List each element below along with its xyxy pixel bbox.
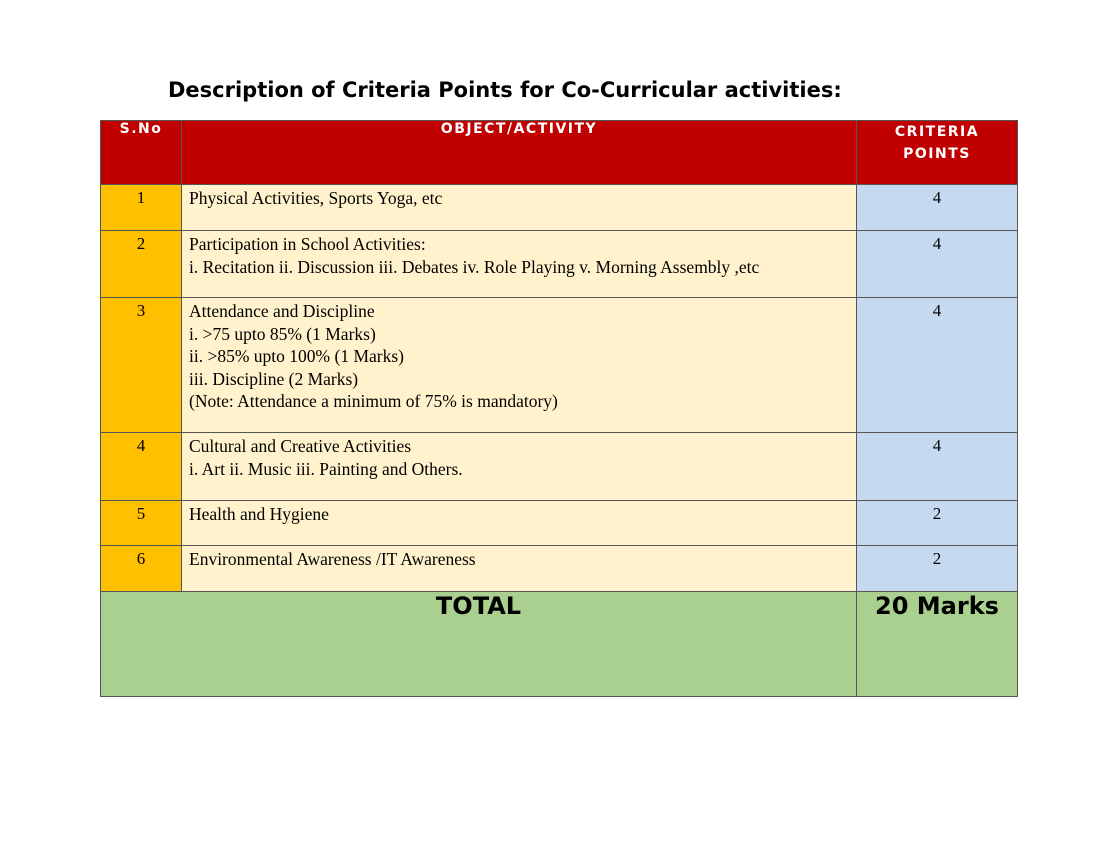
row-points: 2 (857, 501, 1018, 546)
table-row (101, 185, 1018, 231)
row-points: 4 (857, 231, 1018, 298)
row-activity (182, 546, 857, 592)
header-criteria-points-line2: POINTS (903, 146, 971, 162)
header-activity: OBJECT/ACTIVITY (182, 121, 857, 185)
row-sno: 3 (101, 298, 182, 433)
activity-line: i. >75 upto 85% (1 Marks) (189, 323, 376, 344)
row-sno: 2 (101, 231, 182, 298)
table-row (101, 433, 1018, 501)
row-activity (182, 298, 857, 433)
row-sno: 5 (101, 501, 182, 546)
row-points: 4 (857, 185, 1018, 231)
activity-line: i. Art ii. Music iii. Painting and Others. (189, 458, 463, 479)
table-row (101, 231, 1018, 298)
table-header-row (101, 121, 1018, 185)
row-sno: 6 (101, 546, 182, 592)
activity-line: iii. Discipline (2 Marks) (189, 368, 359, 389)
activity-line: Cultural and Creative Activities (189, 436, 412, 456)
row-activity (182, 433, 857, 501)
total-value: 20 Marks (857, 592, 1018, 697)
table-row (101, 298, 1018, 433)
row-activity (182, 185, 857, 231)
table-row (101, 546, 1018, 592)
total-row (101, 592, 1018, 697)
activity-line: Health and Hygiene (189, 504, 329, 524)
table-row (101, 501, 1018, 546)
row-sno: 4 (101, 433, 182, 501)
criteria-table (100, 120, 1018, 697)
activity-line: ii. >85% upto 100% (1 Marks) (189, 346, 404, 366)
activity-line: (Note: Attendance a minimum of 75% is mandatory) (189, 391, 558, 411)
row-points: 4 (857, 298, 1018, 433)
activity-line: Physical Activities, Sports Yoga, etc (189, 188, 443, 208)
activity-line: Participation in School Activities: (189, 234, 426, 254)
header-sno: S.No (101, 121, 182, 185)
row-sno: 1 (101, 185, 182, 231)
row-activity (182, 231, 857, 298)
row-activity (182, 501, 857, 546)
activity-line: Environmental Awareness /IT Awareness (189, 549, 476, 569)
total-label: TOTAL (101, 592, 857, 697)
header-criteria-points (857, 121, 1018, 185)
activity-line: i. Recitation ii. Discussion iii. Debates iv. Role Playing v. Morning Assembly ,etc (189, 256, 760, 277)
activity-line: Attendance and Discipline (189, 301, 375, 321)
row-points: 4 (857, 433, 1018, 501)
header-criteria-points-line1: CRITERIA (894, 124, 980, 140)
document-title: Description of Criteria Points for Co-Curricular activities: (168, 78, 842, 102)
row-points: 2 (857, 546, 1018, 592)
